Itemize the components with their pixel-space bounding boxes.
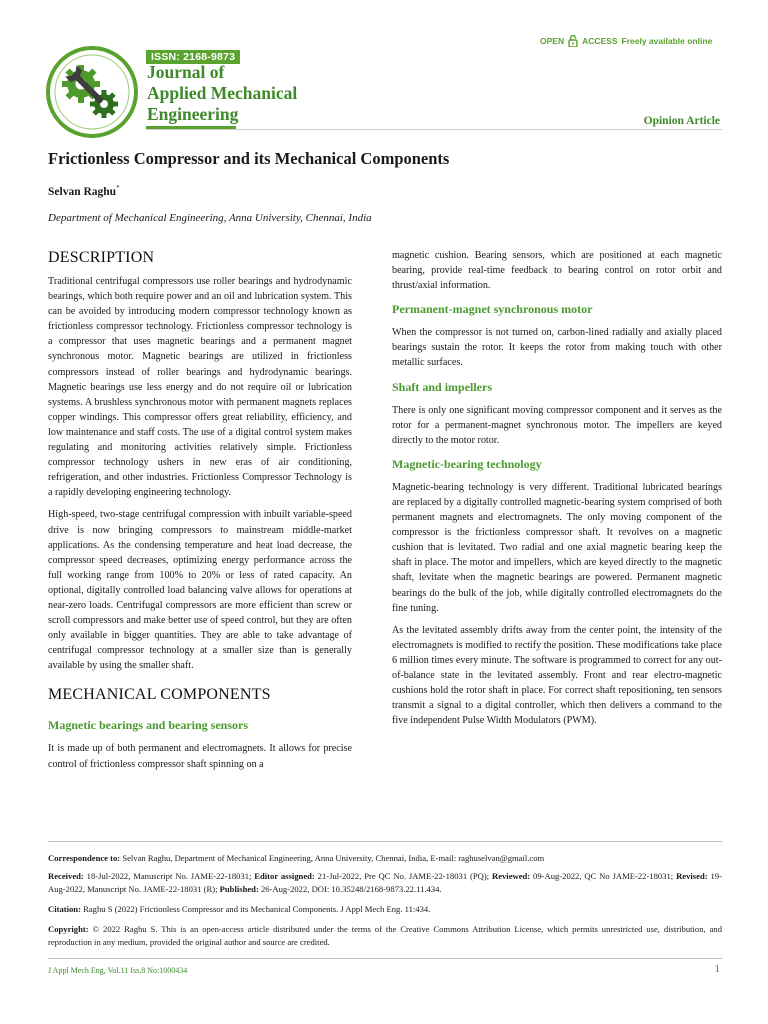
paragraph: Traditional centrifugal compressors use roller bearings and hydrodynamic bearings, which both require power and an oil and lubrication system. This can be avoided by introducing modern compressor technology known as frictionless compressor technology. Frictionless compressor technology is a compressor that uses magnetic bearings and a permanent magnet synchronous motor. Magnetic bearings are utilized in frictionless compressors instead of roller bearings and hydrodynamic bearings. Magnetic bearings use less energy and do not require oil or lubrication systems. A brushless synchronous motor with permanent magnets replaces copper windings. This compressor offers great reliability, efficiency, and low maintenance and staff costs. The use of a digital control system makes regulating and monitoring activities relatively simple. Frictionless compressor technology ushers in new eras of air conditioning, refrigeration, and other industries. Frictionless Compressor Technology is a rapidly developing engineering technology. (48, 276, 352, 499)
open-lock-icon (568, 35, 578, 47)
bottom-divider (48, 958, 722, 959)
correspondence-label: Correspondence to: (48, 853, 121, 863)
received-text: 18-Jul-2022, Manuscript No. JAME-22-18031; (86, 871, 252, 881)
article-type-label: Opinion Article (643, 115, 720, 127)
gear-wrench-logo-icon (46, 46, 138, 138)
journal-logo (46, 46, 138, 138)
citation (48, 903, 722, 916)
paragraph: magnetic cushion. Bearing sensors, which are positioned at each magnetic bearing, provide real-time feedback to bearing control on rotor orbit and thrust/axial information. (392, 250, 722, 292)
subheading-shaft: Shaft and impellers (392, 379, 493, 394)
footer-divider (48, 841, 722, 842)
citation-label: Citation: (48, 904, 81, 914)
author-name (48, 184, 120, 198)
copyright-label: Copyright: (48, 924, 89, 934)
open-access-badge (540, 35, 712, 47)
heading-description: DESCRIPTION (48, 249, 155, 266)
header-divider (146, 129, 722, 130)
published-label: Published: (219, 884, 259, 894)
subheading-pm-motor: Permanent-magnet synchronous motor (392, 302, 593, 317)
issn-badge: ISSN: 2168-9873 (146, 50, 240, 64)
journal-title-line1: Journal of (147, 62, 225, 82)
dates (48, 870, 722, 896)
journal-title (147, 62, 297, 125)
paragraph: As the levitated assembly drifts away from the center point, the intensity of the electromagnets is modified to rectify the position. These modifications take place 6 million times every minute. The software is programmed to correct for any out-of-balance state in the levitated assembly. Front and rear electro-magnetic cushions hold the rotor shaft in place. For correct shaft repositioning, ten sensors transmit a signal to a digital controller, which then delivers a command to the five independent Pulse Width Modulators (PWM). (392, 624, 722, 727)
left-column (48, 248, 352, 779)
citation-text: Raghu S (2022) Frictionless Compressor and its Mechanical Components. J Appl Mech Eng. 11:434. (83, 904, 431, 914)
author-mark: * (116, 184, 120, 192)
journal-title-line3: Engineering (147, 104, 239, 124)
editor-text: 21-Jul-2022, Pre QC No. JAME-22-18031 (PQ); (317, 871, 490, 881)
freely-available-label: Freely available online (621, 36, 713, 46)
revised-label: Revised: (676, 871, 708, 881)
paragraph: It is made up of both permanent and electromagnets. It allows for precise control of frictionless compressor shaft spinning on a (48, 743, 352, 770)
article-title: Frictionless Compressor and its Mechanical Components (48, 149, 450, 168)
subheading-magnetic-bearings: Magnetic bearings and bearing sensors (48, 718, 249, 733)
subheading-magnetic-bearing-technology: Magnetic-bearing technology (392, 456, 542, 471)
page-number: 1 (714, 963, 720, 975)
reviewed-text: 09-Aug-2022, QC No JAME-22-18031; (533, 871, 674, 881)
journal-title-line2: Applied Mechanical (147, 83, 298, 103)
copyright-text: © 2022 Raghu S. This is an open-access article distributed under the terms of the Creative Commons Attribution License, which permits unrestricted use, distribution, and reproduction in any medium, provided the original author and source are credited. (48, 924, 722, 947)
revised-text: 19-Aug-2022, Manuscript No. JAME-22-18031 (R); (48, 871, 722, 894)
author-text: Selvan Raghu (48, 185, 117, 198)
open-label: OPEN (540, 36, 565, 46)
heading-mechanical-components: MECHANICAL COMPONENTS (48, 686, 271, 704)
editor-label: Editor assigned: (254, 871, 315, 881)
correspondence-text: Selvan Raghu, Department of Mechanical Engineering, Anna University, Chennai, India, E-mail: raghuselvan@gmail.com (122, 853, 545, 863)
correspondence (48, 852, 722, 865)
published-text: 26-Aug-2022, DOI: 10.35248/2168-9873.22.11.434. (260, 884, 442, 894)
right-column (392, 248, 722, 735)
journal-reference: J Appl Mech Eng, Vol.11 Iss.8 No:1000434 (48, 966, 188, 975)
received-label: Received: (48, 871, 84, 881)
paragraph: There is only one significant moving compressor component and it serves as the rotor for a permanent-magnet synchronous motor. The impellers are keyed directly to the motor rotor. (392, 404, 722, 446)
paragraph: Magnetic-bearing technology is very different. Traditional lubricated bearings are replaced by a digitally controlled magnetic-bearing system comprised of both permanent magnets and electromagnets. The only moving component of the compressor is the frictionless compressor shaft. It revolves on a magnetic cushion that is levitated. Two radial and one axial magnetic bearing keep the shaft in place. The motor and impellers, which are keyed directly to the magnetic shaft, levitate when the magnetic bearings are powered. Permanent magnetic bearings do the bulk of the job, while digitally controlled electromagnets do the fine tuning. (392, 481, 722, 614)
paragraph: When the compressor is not turned on, carbon-lined radially and axially placed bearings sustain the rotor. It keeps the rotor from making touch with other metallic surfaces. (392, 327, 722, 369)
paragraph: High-speed, two-stage centrifugal compression with inbuilt variable-speed drive is now bringing compressors to mainstream middle-market applications. As the condensing temperature and heat load decrease, the compressor speed decreases, optimizing energy performance across the full working range from 100% to 20% or less of rated capacity. An optional, digitally controlled load balancing valve allows for operations at near-zero loads. Centrifugal compressors are more efficient than screw or scroll compressors and make better use of speed control, but they are often only available in bigger quantities. They are able to take advantage of centrifugal compressor technology at a smaller size than is generally available by using the smaller shaft. (48, 509, 352, 672)
affiliation: Department of Mechanical Engineering, Anna University, Chennai, India (48, 212, 372, 224)
copyright (48, 923, 722, 949)
reviewed-label: Reviewed: (491, 871, 531, 881)
access-label: ACCESS (582, 36, 618, 46)
